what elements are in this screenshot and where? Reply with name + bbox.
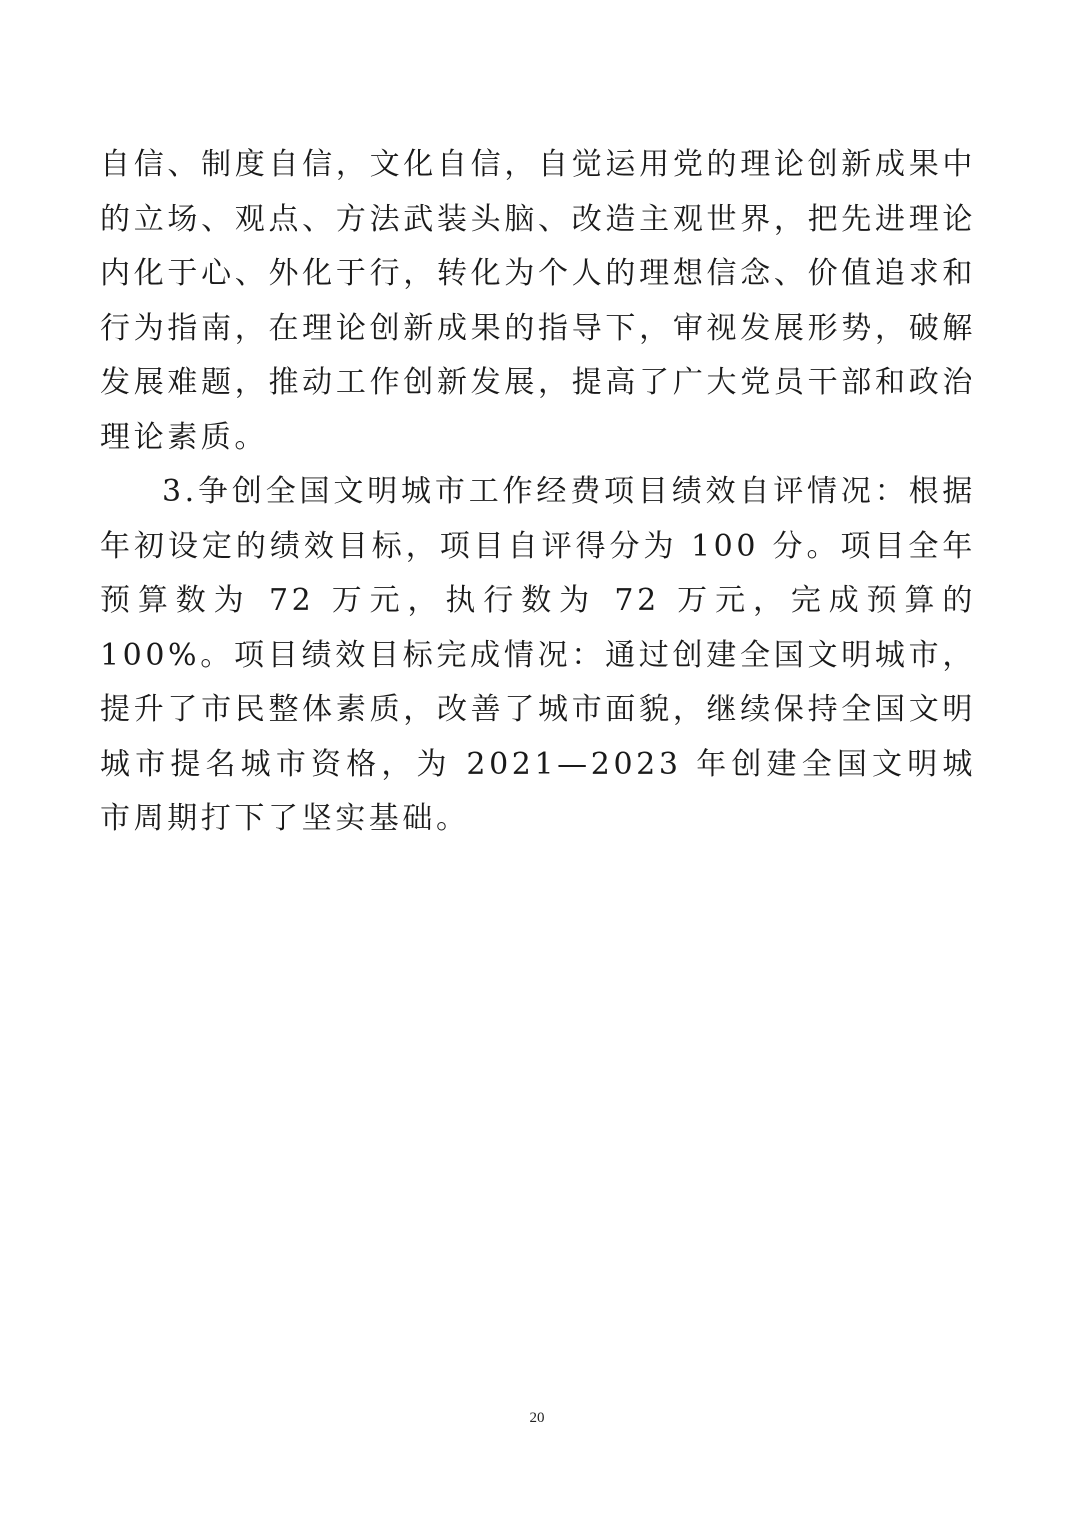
page-number: 20 (529, 1410, 545, 1426)
paragraph-item-3: 3.争创全国文明城市工作经费项目绩效自评情况：根据年初设定的绩效目标，项目自评得分为 100 分。项目全年预算数为 72 万元，执行数为 72 万元，完成预算的 100%。项目绩效目标完成情况：通过创建全国文明城市，提升了市民整体素质，改善了城市面貌，继续保持全国文明城市提名城市资格，为 2021—2023 年创建全国文明城市周期打下了坚实基础。 (100, 474, 976, 836)
paragraph-continuation: 自信、制度自信，文化自信，自觉运用党的理论创新成果中的立场、观点、方法武装头脑、改造主观世界，把先进理论内化于心、外化于行，转化为个人的理想信念、价值追求和行为指南，在理论创新成果的指导下，审视发展形势，破解发展难题，推动工作创新发展，提高了广大党员干部和政治理论素质。 (100, 147, 976, 455)
body-text (100, 138, 976, 847)
